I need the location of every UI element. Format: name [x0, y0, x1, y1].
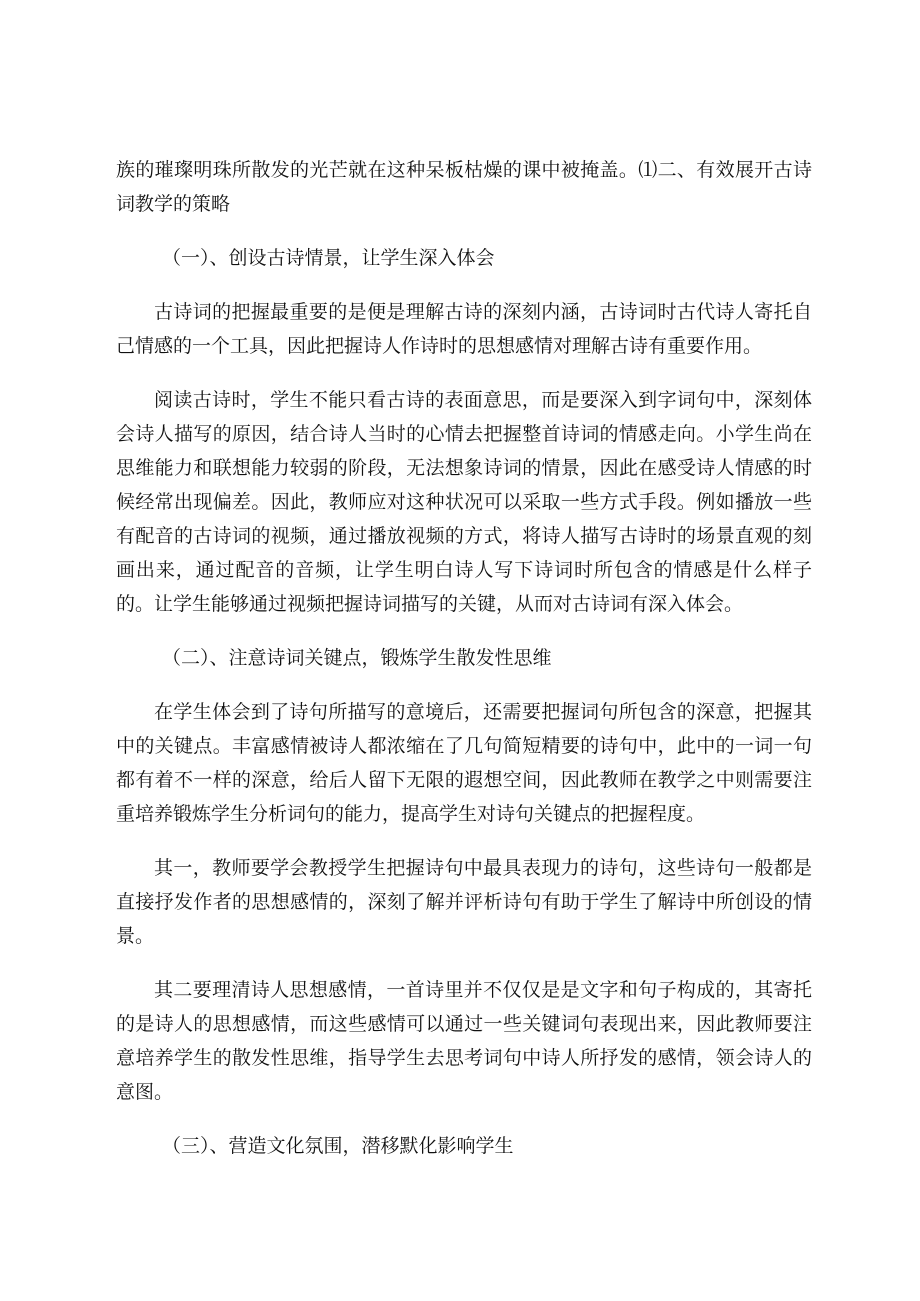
- body-paragraph: 古诗词的把握最重要的是便是理解古诗的深刻内涵，古诗词时古代诗人寄托自己情感的一个工具，因此把握诗人作诗时的思想感情对理解古诗有重要作用。: [116, 301, 812, 357]
- body-paragraph: 阅读古诗时，学生不能只看古诗的表面意思，而是要深入到字词句中，深刻体会诗人描写的原因，结合诗人当时的心情去把握整首诗词的情感走向。小学生尚在思维能力和联想能力较弱的阶段，无法想象诗词的情景，因此在感受诗人情感的时候经常出现偏差。因此，教师应对这种状况可以采取一些方式手段。例如播放一些有配音的古诗词的视频，通过播放视频的方式，将诗人描写古诗时的场景直观的刻画出来，通过配音的音频，让学生明白诗人写下诗词时所包含的情感是什么样子的。让学生能够通过视频把握诗词描写的关键，从而对古诗词有深入体会。: [116, 389, 812, 615]
- continuation-paragraph: 族的璀璨明珠所散发的光芒就在这种呆板枯燥的课中被掩盖。⑴二、有效展开古诗词教学的策略: [116, 159, 812, 215]
- body-paragraph: 其一，教师要学会教授学生把握诗句中最具表现力的诗句，这些诗句一般都是直接抒发作者的思想感情的，深刻了解并评析诗句有助于学生了解诗中所创设的情景。: [116, 857, 812, 947]
- body-paragraph: 在学生体会到了诗句所描写的意境后，还需要把握词句所包含的深意，把握其中的关键点。丰富感情被诗人都浓缩在了几句简短精要的诗句中，此中的一词一句都有着不一样的深意，给后人留下无限的遐想空间，因此教师在教学之中则需要注重培养锻炼学生分析词句的能力，提高学生对诗句关键点的把握程度。: [116, 701, 812, 825]
- section-heading-2: （二）、注意诗词关键点，锻炼学生散发性思维: [162, 647, 552, 669]
- body-paragraph: 其二要理清诗人思想感情，一首诗里并不仅仅是是文字和句子构成的，其寄托的是诗人的思想感情，而这些感情可以通过一些关键词句表现出来，因此教师要注意培养学生的散发性思维，指导学生去思考词句中诗人所抒发的感情，领会诗人的意图。: [116, 979, 812, 1103]
- document-body: [116, 153, 812, 1183]
- section-heading-1: （一）、创设古诗情景，让学生深入体会: [162, 247, 495, 269]
- section-heading-3: （三）、营造文化氛围，潜移默化影响学生: [162, 1135, 514, 1157]
